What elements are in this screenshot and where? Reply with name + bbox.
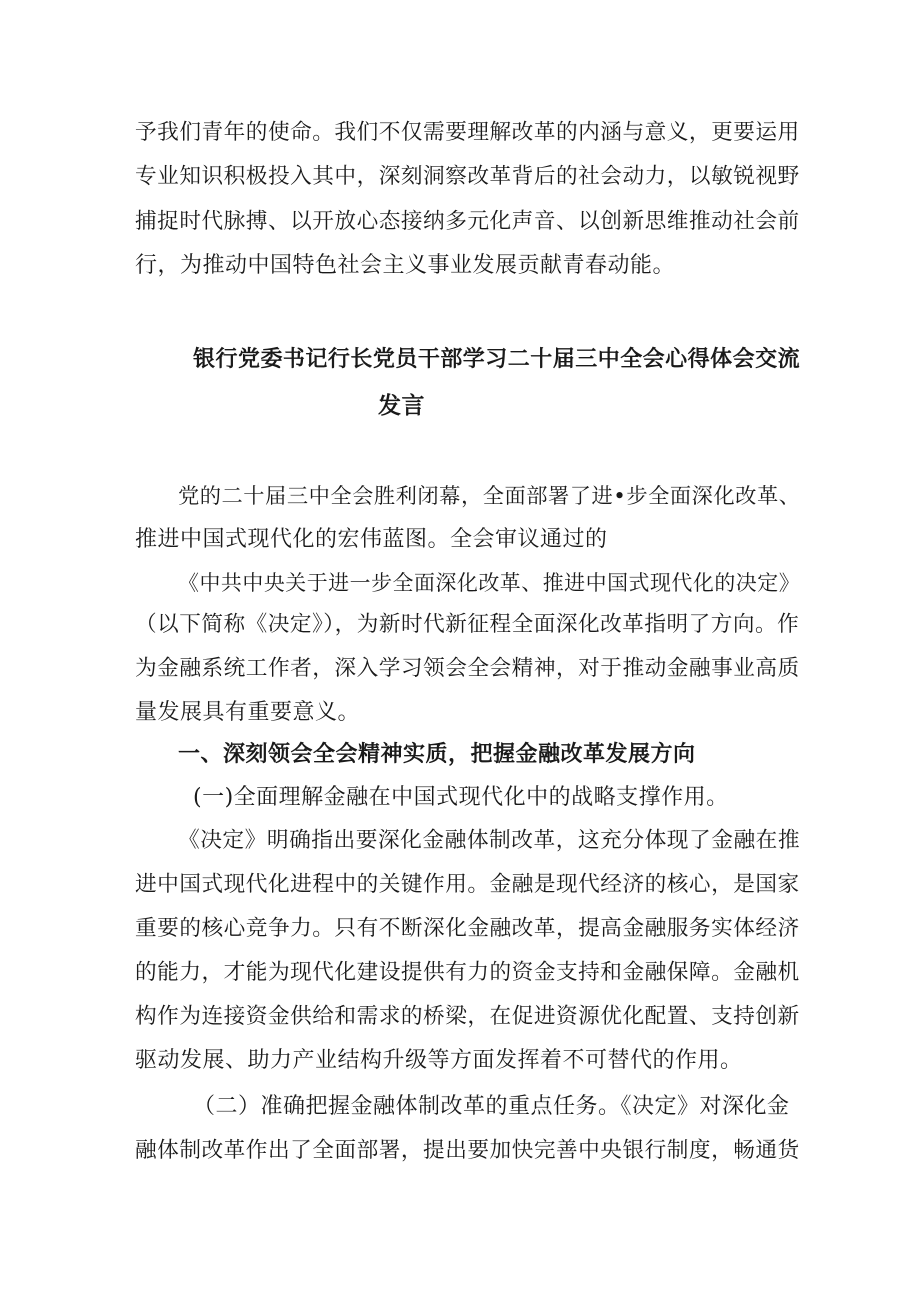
body-line: 予我们青年的使命。我们不仅需要理解改革的内涵与意义，更要运用 [135,120,800,145]
body-line: 的能力，才能为现代化建设提供有力的资金支持和金融保障。金融机 [135,960,800,985]
body-line: 党的二十届三中全会胜利闭幕，全面部署了进•步全面深化改革、 [178,484,801,509]
body-line: 专业知识积极投入其中，深刻洞察改革背后的社会动力，以敏锐视野 [135,164,800,189]
body-line: （以下简称《决定》），为新时代新征程全面深化改革指明了方向。作 [135,612,800,637]
body-line: （二）准确把握金融体制改革的重点任务。《决定》对深化金 [193,1094,790,1119]
body-line: 融体制改革作出了全面部署，提出要加快完善中央银行制度，畅通货 [135,1138,800,1163]
body-line: 构作为连接资金供给和需求的桥梁，在促进资源优化配置、支持创新 [135,1004,800,1029]
body-line: 驱动发展、助力产业结构升级等方面发挥着不可替代的作用。 [135,1048,743,1073]
body-line: 行，为推动中国特色社会主义事业发展贡献青春动能。 [135,253,676,278]
body-line: 捕捉时代脉搏、以开放心态接纳多元化声音、以创新思维推动社会前 [135,209,800,234]
body-line: 推进中国式现代化的宏伟蓝图。全会审议通过的 [135,527,608,552]
section-heading: 一、深刻领会全会精神实质，把握金融改革发展方向 [178,742,696,767]
subsection-heading: (一)全面理解金融在中国式现代化中的战略支撑作用。 [193,785,729,810]
document-title: 银行党委书记行长党员干部学习二十届三中全会心得体会交流 [193,347,801,372]
body-line: 《中共中央关于进一步全面深化改革、推进中国式现代化的决定》 [178,571,801,595]
body-line: 量发展具有重要意义。 [135,700,361,725]
document-title-continued: 发言 [378,393,425,419]
body-line: 进中国式现代化进程中的关键作用。金融是现代经济的核心，是国家 [135,872,800,897]
body-line: 为金融系统工作者，深入学习领会全会精神，对于推动金融事业高质 [135,656,800,681]
body-line: 重要的核心竞争力。只有不断深化金融改革，提高金融服务实体经济 [135,916,800,941]
body-line: 《决定》明确指出要深化金融体制改革，这充分体现了金融在推 [178,828,801,853]
